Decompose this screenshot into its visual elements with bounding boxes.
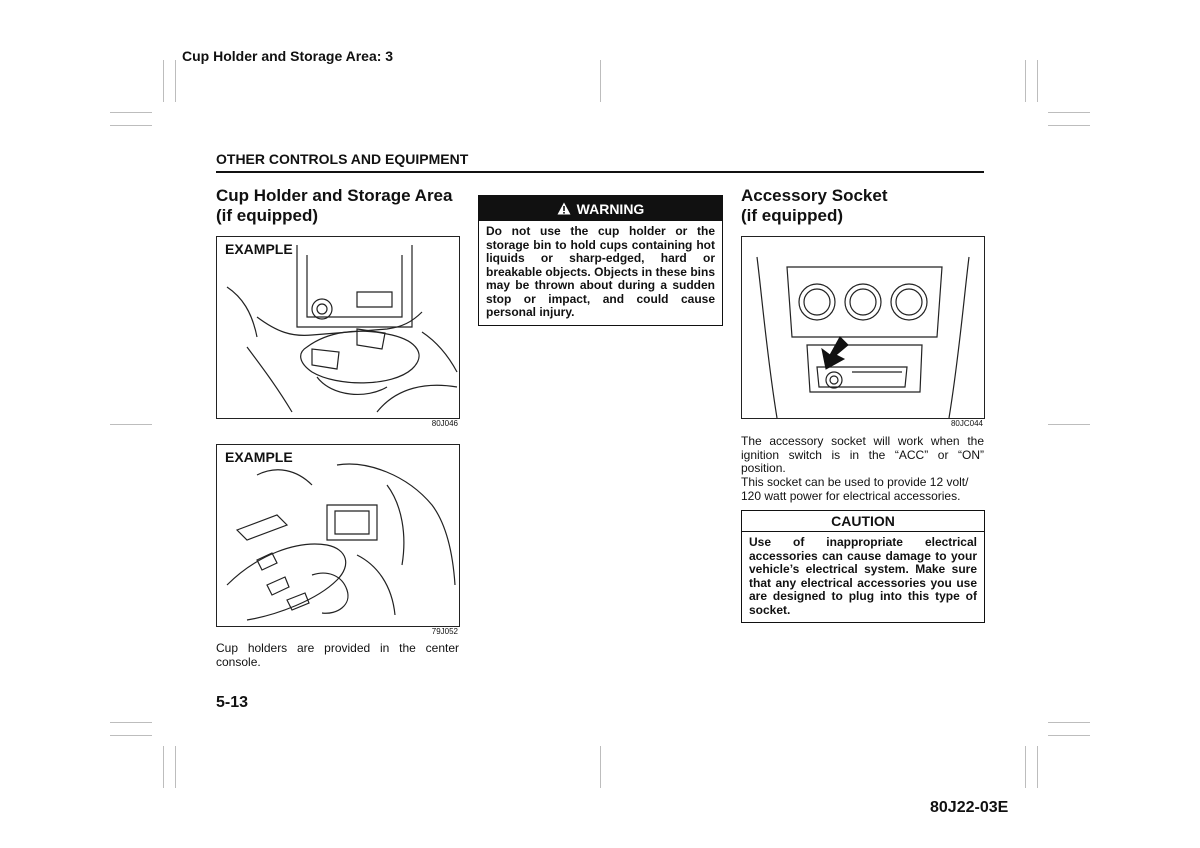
warning-title-bar: [479, 196, 722, 221]
accessory-socket-heading-line1: Accessory Socket: [741, 186, 888, 205]
warning-box: [478, 195, 723, 326]
accessory-socket-heading: [741, 186, 991, 226]
caution-title: CAUTION: [742, 511, 984, 532]
top-label: Cup Holder and Storage Area: 3: [182, 48, 394, 64]
cup-holder-heading-line2: (if equipped): [216, 206, 318, 225]
figure-2-code: 79J052: [431, 627, 458, 636]
cup-holder-body: Cup holders are provided in the center console.: [216, 641, 459, 669]
cup-holder-illustration-1: [217, 237, 459, 418]
header-rule: [216, 171, 984, 173]
accessory-socket-body-2: This socket can be used to provide 12 volt/ 120 watt power for electrical accessories.: [741, 475, 969, 503]
cup-holder-heading: [216, 186, 466, 226]
accessory-socket-figure: [741, 236, 985, 419]
warning-title: WARNING: [576, 200, 645, 217]
caution-box: [741, 510, 985, 623]
cup-holder-heading-line1: Cup Holder and Storage Area: [216, 186, 453, 205]
accessory-socket-illustration: [742, 237, 984, 418]
figure-2-example-label: EXAMPLE: [225, 449, 293, 465]
accessory-socket-heading-line2: (if equipped): [741, 206, 843, 225]
cup-holder-figure-1: [216, 236, 460, 419]
accessory-socket-body-1: The accessory socket will work when the ignition switch is in the “ACC” or “ON” position.: [741, 434, 984, 475]
arrow-indicator-icon: [822, 337, 848, 369]
page-number: 5-13: [216, 694, 249, 711]
warning-triangle-icon: [557, 202, 571, 215]
warning-text: Do not use the cup holder or the storage bin to hold cups containing hot liquids or sharp-edged, hard or breakable objects. Objects in these bins may be thrown about during a sudden stop or impact, and could cause personal injury.: [486, 224, 715, 319]
accessory-figure-code: 80JC044: [950, 419, 983, 428]
cup-holder-figure-2: [216, 444, 460, 627]
document-code: 80J22-03E: [930, 799, 1009, 816]
section-header: OTHER CONTROLS AND EQUIPMENT: [216, 151, 469, 167]
figure-1-example-label: EXAMPLE: [225, 241, 293, 257]
figure-1-code: 80J046: [431, 419, 458, 428]
cup-holder-illustration-2: [217, 445, 459, 626]
caution-text: Use of inappropriate electrical accessories can cause damage to your vehicle’s electrical system. Make sure that any electrical accessories you use are designed to plug into this type of socket.: [749, 535, 977, 617]
